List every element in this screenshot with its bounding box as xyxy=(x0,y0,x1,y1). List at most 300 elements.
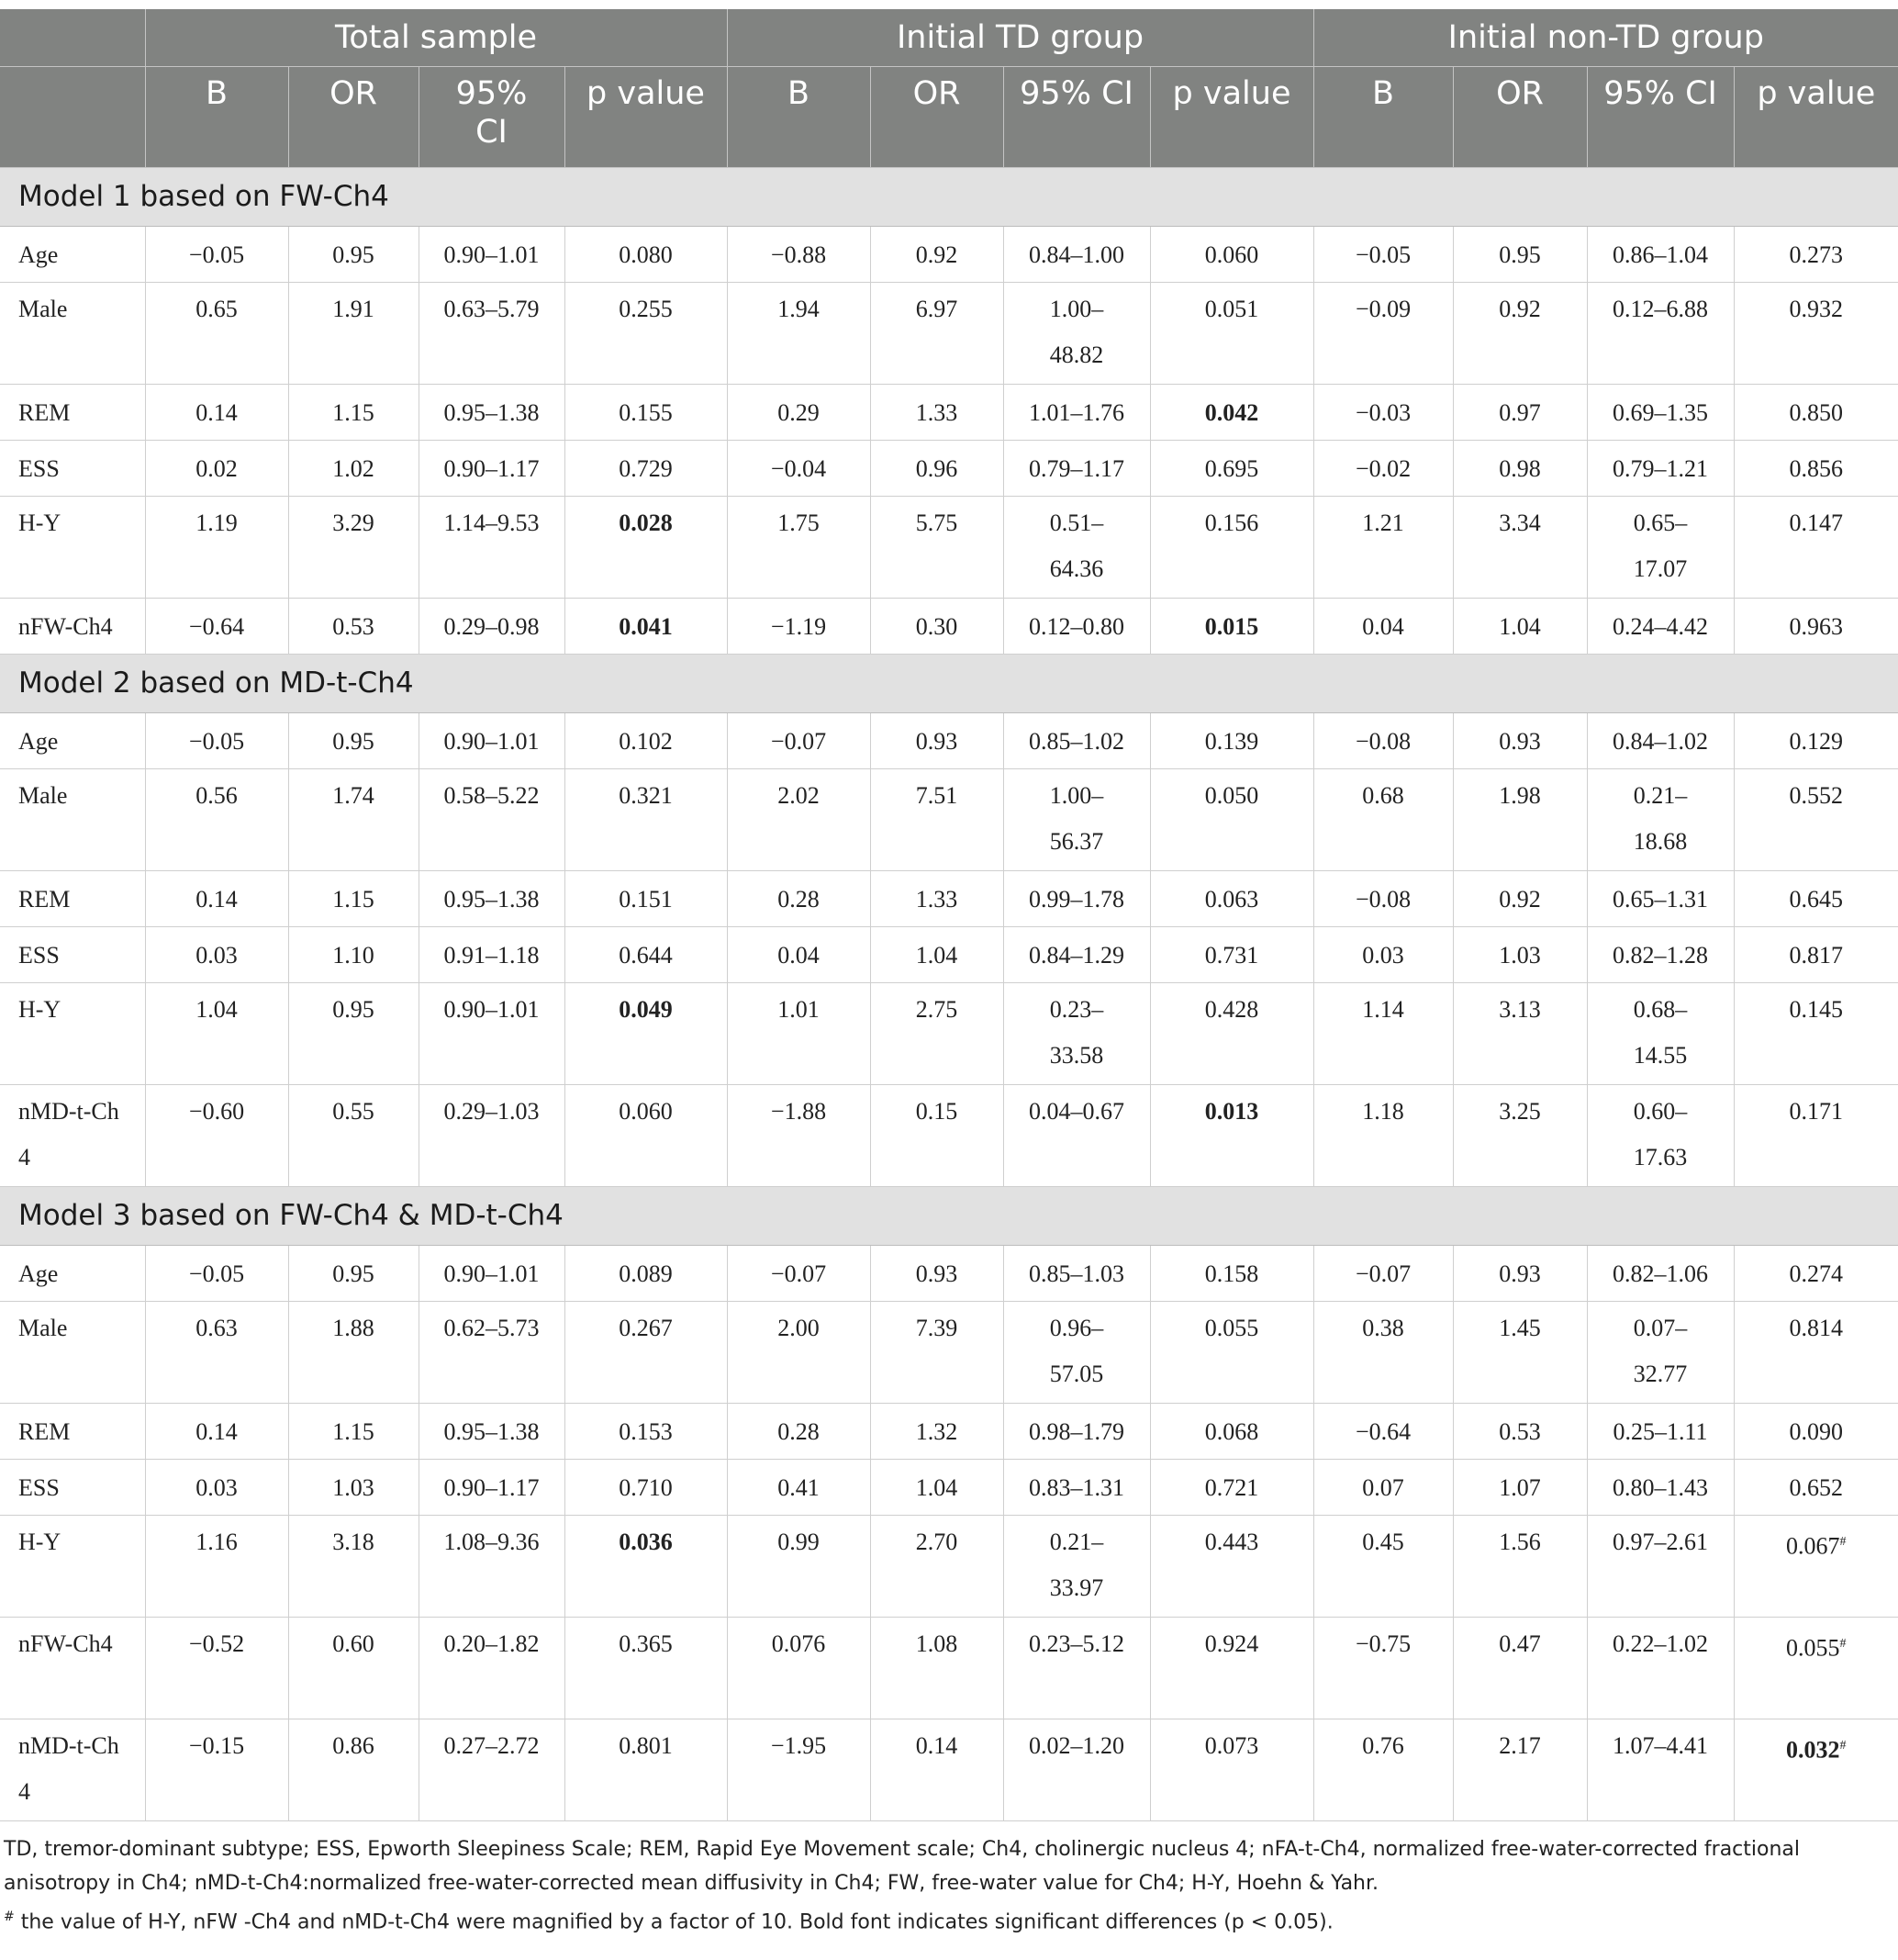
cell-value: 2.02 xyxy=(777,781,820,809)
table-cell xyxy=(1587,712,1734,768)
cell-value: 0.21–18.68 xyxy=(1633,781,1688,855)
cell-value: 0.21–33.97 xyxy=(1049,1528,1104,1601)
table-cell xyxy=(1003,982,1150,1084)
table-cell xyxy=(1587,1459,1734,1515)
group-header-td: Initial TD group xyxy=(727,9,1313,66)
table-cell xyxy=(1003,870,1150,926)
table-cell xyxy=(870,1515,1003,1617)
cell-value: 0.080 xyxy=(619,241,673,268)
cell-value: 1.14 xyxy=(1362,995,1404,1023)
table-cell xyxy=(1453,982,1587,1084)
table-cell xyxy=(1587,1301,1734,1403)
cell-value: −0.08 xyxy=(1355,727,1412,755)
model-section-row xyxy=(0,167,1898,226)
cell-value: 0.53 xyxy=(1499,1417,1541,1445)
cell-value: 0.93 xyxy=(1499,727,1541,755)
cell-value: 1.32 xyxy=(915,1417,958,1445)
blank-header xyxy=(0,9,145,66)
cell-value: 0.29 xyxy=(777,398,820,426)
table-cell xyxy=(1453,226,1587,282)
cell-value: 0.86–1.04 xyxy=(1613,241,1709,268)
model-section-row xyxy=(0,1186,1898,1245)
table-cell xyxy=(419,1245,564,1301)
table-cell xyxy=(1587,496,1734,598)
cell-value: 0.695 xyxy=(1204,454,1259,482)
row-label: ESS xyxy=(0,440,145,496)
cell-value: 0.055 xyxy=(1786,1634,1840,1662)
table-cell xyxy=(870,926,1003,982)
table-cell xyxy=(1734,496,1898,598)
table-cell xyxy=(145,384,288,440)
cell-value: 5.75 xyxy=(915,509,958,536)
cell-value: 0.015 xyxy=(1204,612,1259,640)
table-cell xyxy=(1150,1403,1313,1459)
cell-value: 0.82–1.06 xyxy=(1613,1260,1709,1287)
table-cell xyxy=(1003,440,1150,496)
cell-value: 0.86 xyxy=(332,1731,374,1759)
table-cell xyxy=(1587,768,1734,870)
cell-value: 0.96 xyxy=(915,454,958,482)
table-row xyxy=(0,1719,1898,1820)
cell-value: 2.00 xyxy=(777,1314,820,1341)
table-cell xyxy=(1003,1301,1150,1403)
cell-value: 0.85–1.02 xyxy=(1029,727,1124,755)
table-cell xyxy=(145,496,288,598)
cell-value: 0.22–1.02 xyxy=(1613,1630,1709,1657)
table-cell xyxy=(1150,1245,1313,1301)
cell-value: 0.14 xyxy=(195,398,238,426)
table-cell xyxy=(1313,1515,1453,1617)
table-cell xyxy=(1587,384,1734,440)
cell-value: −0.88 xyxy=(770,241,827,268)
table-row xyxy=(0,712,1898,768)
table-cell xyxy=(1587,1719,1734,1820)
table-cell xyxy=(145,712,288,768)
cell-value: 0.801 xyxy=(619,1731,673,1759)
table-cell xyxy=(727,712,870,768)
table-cell xyxy=(1734,1245,1898,1301)
cell-value: −0.05 xyxy=(188,727,245,755)
cell-value: 1.45 xyxy=(1499,1314,1541,1341)
table-cell xyxy=(564,384,727,440)
table-cell xyxy=(564,926,727,982)
table-cell xyxy=(145,1515,288,1617)
cell-value: 0.04–0.67 xyxy=(1029,1097,1124,1125)
table-cell xyxy=(1587,1245,1734,1301)
cell-value: 0.60 xyxy=(332,1630,374,1657)
cell-value: 0.95 xyxy=(1499,241,1541,268)
table-cell xyxy=(727,1301,870,1403)
table-cell xyxy=(1453,1245,1587,1301)
cell-value: −0.75 xyxy=(1355,1630,1412,1657)
table-cell xyxy=(1003,1245,1150,1301)
table-cell xyxy=(1734,1515,1898,1617)
row-label: Age xyxy=(0,226,145,282)
col-header-p: p value xyxy=(1150,66,1313,167)
table-cell xyxy=(145,1245,288,1301)
table-cell xyxy=(1150,926,1313,982)
cell-value: 0.07–32.77 xyxy=(1633,1314,1688,1387)
table-cell xyxy=(1150,870,1313,926)
cell-value: 1.91 xyxy=(332,295,374,322)
cell-value: 0.62–5.73 xyxy=(443,1314,540,1341)
cell-value: 3.18 xyxy=(332,1528,374,1555)
table-cell xyxy=(288,496,419,598)
cell-value: −0.02 xyxy=(1355,454,1412,482)
cell-value: 2.17 xyxy=(1499,1731,1541,1759)
table-row xyxy=(0,598,1898,654)
cell-value: 0.23–33.58 xyxy=(1049,995,1104,1069)
cell-value: 0.97–2.61 xyxy=(1613,1528,1709,1555)
cell-value: 1.04 xyxy=(195,995,238,1023)
table-row xyxy=(0,1245,1898,1301)
cell-value: 0.90–1.01 xyxy=(443,1260,540,1287)
cell-value: 0.84–1.00 xyxy=(1029,241,1124,268)
cell-value: 0.98–1.79 xyxy=(1029,1417,1124,1445)
table-cell xyxy=(870,1719,1003,1820)
cell-value: 1.04 xyxy=(1499,612,1541,640)
table-cell xyxy=(727,1459,870,1515)
table-row xyxy=(0,384,1898,440)
footnote-mark: # xyxy=(1839,1636,1847,1651)
table-cell xyxy=(1453,1719,1587,1820)
table-cell xyxy=(1453,1301,1587,1403)
table-cell xyxy=(145,982,288,1084)
model-title: Model 1 based on FW-Ch4 xyxy=(0,167,1898,226)
table-cell xyxy=(1313,1245,1453,1301)
cell-value: 0.924 xyxy=(1204,1630,1259,1657)
cell-value: 0.04 xyxy=(1362,612,1404,640)
table-cell xyxy=(1313,226,1453,282)
table-cell xyxy=(727,1403,870,1459)
cell-value: 0.721 xyxy=(1204,1473,1259,1501)
table-cell xyxy=(727,1084,870,1186)
table-cell xyxy=(870,440,1003,496)
table-cell xyxy=(145,1084,288,1186)
table-cell xyxy=(1150,496,1313,598)
table-cell xyxy=(564,982,727,1084)
table-cell xyxy=(1587,226,1734,282)
group-header-non-td: Initial non-TD group xyxy=(1313,9,1898,66)
table-cell xyxy=(145,226,288,282)
table-cell xyxy=(727,982,870,1084)
cell-value: 0.45 xyxy=(1362,1528,1404,1555)
table-cell xyxy=(1150,712,1313,768)
cell-value: 0.060 xyxy=(1204,241,1259,268)
cell-value: 1.74 xyxy=(332,781,374,809)
table-cell xyxy=(1734,926,1898,982)
table-row xyxy=(0,870,1898,926)
table-cell xyxy=(870,598,1003,654)
table-cell xyxy=(288,1245,419,1301)
cell-value: −0.07 xyxy=(770,1260,827,1287)
cell-value: 0.963 xyxy=(1789,612,1844,640)
table-row xyxy=(0,768,1898,870)
cell-value: 7.39 xyxy=(915,1314,958,1341)
table-cell xyxy=(1734,1617,1898,1719)
cell-value: 0.25–1.11 xyxy=(1613,1417,1708,1445)
cell-value: 0.95–1.38 xyxy=(443,1417,540,1445)
table-cell xyxy=(870,282,1003,384)
table-cell xyxy=(1313,982,1453,1084)
col-header-ci: 95% CI xyxy=(419,66,564,167)
table-cell xyxy=(288,768,419,870)
table-row xyxy=(0,282,1898,384)
table-cell xyxy=(1734,1459,1898,1515)
table-row xyxy=(0,1515,1898,1617)
col-header-b: B xyxy=(1313,66,1453,167)
cell-value: 1.03 xyxy=(332,1473,374,1501)
table-cell xyxy=(419,1084,564,1186)
table-cell xyxy=(870,1245,1003,1301)
table-cell xyxy=(1587,1403,1734,1459)
table-body xyxy=(0,167,1898,1820)
table-cell xyxy=(1734,712,1898,768)
cell-value: 0.82–1.28 xyxy=(1613,941,1709,969)
table-cell xyxy=(727,496,870,598)
cell-value: 0.645 xyxy=(1789,885,1844,913)
table-cell xyxy=(288,440,419,496)
cell-value: 0.644 xyxy=(619,941,673,969)
cell-value: 0.14 xyxy=(915,1731,958,1759)
cell-value: 0.147 xyxy=(1789,509,1844,536)
cell-value: −0.08 xyxy=(1355,885,1412,913)
row-label: ESS xyxy=(0,1459,145,1515)
table-cell xyxy=(1453,870,1587,926)
cell-value: −0.07 xyxy=(770,727,827,755)
table-cell xyxy=(419,1459,564,1515)
cell-value: 0.23–5.12 xyxy=(1029,1630,1124,1657)
cell-value: 0.07 xyxy=(1362,1473,1404,1501)
table-cell xyxy=(145,440,288,496)
table-cell xyxy=(1734,384,1898,440)
table-cell xyxy=(1453,1515,1587,1617)
cell-value: 0.51–64.36 xyxy=(1049,509,1104,582)
table-cell xyxy=(1734,1719,1898,1820)
table-cell xyxy=(1453,496,1587,598)
cell-value: 0.041 xyxy=(619,612,673,640)
table-cell xyxy=(564,1301,727,1403)
cell-value: 0.41 xyxy=(777,1473,820,1501)
table-cell xyxy=(564,1403,727,1459)
cell-value: 3.29 xyxy=(332,509,374,536)
row-label: Age xyxy=(0,712,145,768)
cell-value: 0.156 xyxy=(1204,509,1259,536)
cell-value: 0.53 xyxy=(332,612,374,640)
table-cell xyxy=(1313,384,1453,440)
table-cell xyxy=(145,1617,288,1719)
cell-value: 0.731 xyxy=(1204,941,1259,969)
cell-value: 0.68–14.55 xyxy=(1633,995,1688,1069)
table-cell xyxy=(1003,282,1150,384)
cell-value: 0.03 xyxy=(195,941,238,969)
table-cell xyxy=(1313,1719,1453,1820)
cell-value: 1.88 xyxy=(332,1314,374,1341)
cell-value: 0.04 xyxy=(777,941,820,969)
cell-value: 0.729 xyxy=(619,454,673,482)
model-title: Model 2 based on MD-t-Ch4 xyxy=(0,654,1898,712)
cell-value: 0.28 xyxy=(777,885,820,913)
cell-value: 1.15 xyxy=(332,398,374,426)
table-cell xyxy=(145,926,288,982)
cell-value: 1.18 xyxy=(1362,1097,1404,1125)
row-label: Male xyxy=(0,1301,145,1403)
cell-value: 1.00–56.37 xyxy=(1049,781,1104,855)
table-cell xyxy=(1150,1719,1313,1820)
cell-value: 0.814 xyxy=(1789,1314,1844,1341)
col-header-or: OR xyxy=(288,66,419,167)
cell-value: 0.95–1.38 xyxy=(443,398,540,426)
table-cell xyxy=(1003,598,1150,654)
table-cell xyxy=(145,1403,288,1459)
cell-value: 0.90–1.17 xyxy=(443,1473,540,1501)
table-cell xyxy=(1150,1084,1313,1186)
cell-value: 1.01 xyxy=(777,995,820,1023)
cell-value: 3.25 xyxy=(1499,1097,1541,1125)
table-cell xyxy=(145,870,288,926)
table-cell xyxy=(145,1301,288,1403)
table-cell xyxy=(1150,1459,1313,1515)
table-cell xyxy=(288,1301,419,1403)
table-cell xyxy=(1003,1719,1150,1820)
row-label: nFW-Ch4 xyxy=(0,598,145,654)
table-cell xyxy=(1453,598,1587,654)
cell-value: 0.56 xyxy=(195,781,238,809)
table-cell xyxy=(419,870,564,926)
table-cell xyxy=(1003,1403,1150,1459)
cell-value: 0.84–1.29 xyxy=(1029,941,1124,969)
table-cell xyxy=(564,1515,727,1617)
cell-value: 0.067 xyxy=(1786,1532,1840,1560)
table-cell xyxy=(1313,1301,1453,1403)
table-cell xyxy=(419,768,564,870)
row-label: Male xyxy=(0,282,145,384)
cell-value: 0.14 xyxy=(195,885,238,913)
table-cell xyxy=(870,1403,1003,1459)
table-cell xyxy=(145,1719,288,1820)
cell-value: 0.14 xyxy=(195,1417,238,1445)
table-cell xyxy=(1150,1301,1313,1403)
table-cell xyxy=(727,384,870,440)
cell-value: 0.95 xyxy=(332,995,374,1023)
table-cell xyxy=(1003,384,1150,440)
cell-value: 0.92 xyxy=(1499,885,1541,913)
cell-value: 0.99–1.78 xyxy=(1029,885,1124,913)
cell-value: 0.267 xyxy=(619,1314,673,1341)
cell-value: 1.16 xyxy=(195,1528,238,1555)
table-cell xyxy=(1453,1084,1587,1186)
cell-value: 0.79–1.17 xyxy=(1029,454,1124,482)
table-cell xyxy=(419,226,564,282)
cell-value: −0.60 xyxy=(188,1097,245,1125)
cell-value: 1.08–9.36 xyxy=(443,1528,540,1555)
table-cell xyxy=(288,1515,419,1617)
table-cell xyxy=(1587,870,1734,926)
cell-value: 0.032 xyxy=(1786,1736,1840,1764)
table-cell xyxy=(1453,282,1587,384)
cell-value: 0.055 xyxy=(1204,1314,1259,1341)
table-row xyxy=(0,1084,1898,1186)
table-cell xyxy=(1003,1459,1150,1515)
cell-value: 0.60–17.63 xyxy=(1633,1097,1688,1170)
cell-value: 0.073 xyxy=(1204,1731,1259,1759)
cell-value: 0.139 xyxy=(1204,727,1259,755)
cell-value: −0.04 xyxy=(770,454,827,482)
cell-value: 0.102 xyxy=(619,727,673,755)
col-header-or: OR xyxy=(1453,66,1587,167)
table-cell xyxy=(145,768,288,870)
cell-value: −0.05 xyxy=(188,241,245,268)
table-row xyxy=(0,1459,1898,1515)
table-cell xyxy=(1150,384,1313,440)
cell-value: 3.34 xyxy=(1499,509,1541,536)
table-cell xyxy=(288,1459,419,1515)
table-cell xyxy=(727,1515,870,1617)
table-cell xyxy=(145,598,288,654)
table-cell xyxy=(1453,440,1587,496)
cell-value: 0.049 xyxy=(619,995,673,1023)
table-cell xyxy=(870,496,1003,598)
cell-value: 0.063 xyxy=(1204,885,1259,913)
table-cell xyxy=(419,440,564,496)
cell-value: 0.97 xyxy=(1499,398,1541,426)
cell-value: 7.51 xyxy=(915,781,958,809)
cell-value: 0.552 xyxy=(1789,781,1844,809)
table-cell xyxy=(1150,1515,1313,1617)
table-cell xyxy=(1003,768,1150,870)
table-cell xyxy=(1587,982,1734,1084)
table-cell xyxy=(1003,1617,1150,1719)
cell-value: 0.158 xyxy=(1204,1260,1259,1287)
table-cell xyxy=(288,1403,419,1459)
cell-value: −0.52 xyxy=(188,1630,245,1657)
table-cell xyxy=(564,1459,727,1515)
table-cell xyxy=(1587,598,1734,654)
row-label: Age xyxy=(0,1245,145,1301)
table-cell xyxy=(1313,282,1453,384)
table-cell xyxy=(1313,440,1453,496)
table-cell xyxy=(1734,1084,1898,1186)
table-cell xyxy=(564,1084,727,1186)
cell-value: 0.28 xyxy=(777,1417,820,1445)
cell-value: 2.75 xyxy=(915,995,958,1023)
cell-value: 6.97 xyxy=(915,295,958,322)
cell-value: 0.12–6.88 xyxy=(1613,295,1709,322)
row-label: Male xyxy=(0,768,145,870)
cell-value: 0.365 xyxy=(619,1630,673,1657)
cell-value: 0.92 xyxy=(915,241,958,268)
cell-value: 0.652 xyxy=(1789,1473,1844,1501)
table-cell xyxy=(727,870,870,926)
table-cell xyxy=(1734,1403,1898,1459)
cell-value: 0.29–1.03 xyxy=(443,1097,540,1125)
table-row xyxy=(0,226,1898,282)
cell-value: 0.036 xyxy=(619,1528,673,1555)
table-cell xyxy=(1003,496,1150,598)
table-cell xyxy=(1734,1301,1898,1403)
cell-value: 0.93 xyxy=(915,727,958,755)
table-cell xyxy=(419,282,564,384)
cell-value: 0.90–1.01 xyxy=(443,727,540,755)
table-cell xyxy=(1313,1459,1453,1515)
row-label: REM xyxy=(0,384,145,440)
table-cell xyxy=(1003,926,1150,982)
table-cell xyxy=(419,598,564,654)
cell-value: 0.932 xyxy=(1789,295,1844,322)
model-section-row xyxy=(0,654,1898,712)
cell-value: 0.92 xyxy=(1499,295,1541,322)
cell-value: −1.95 xyxy=(770,1731,827,1759)
